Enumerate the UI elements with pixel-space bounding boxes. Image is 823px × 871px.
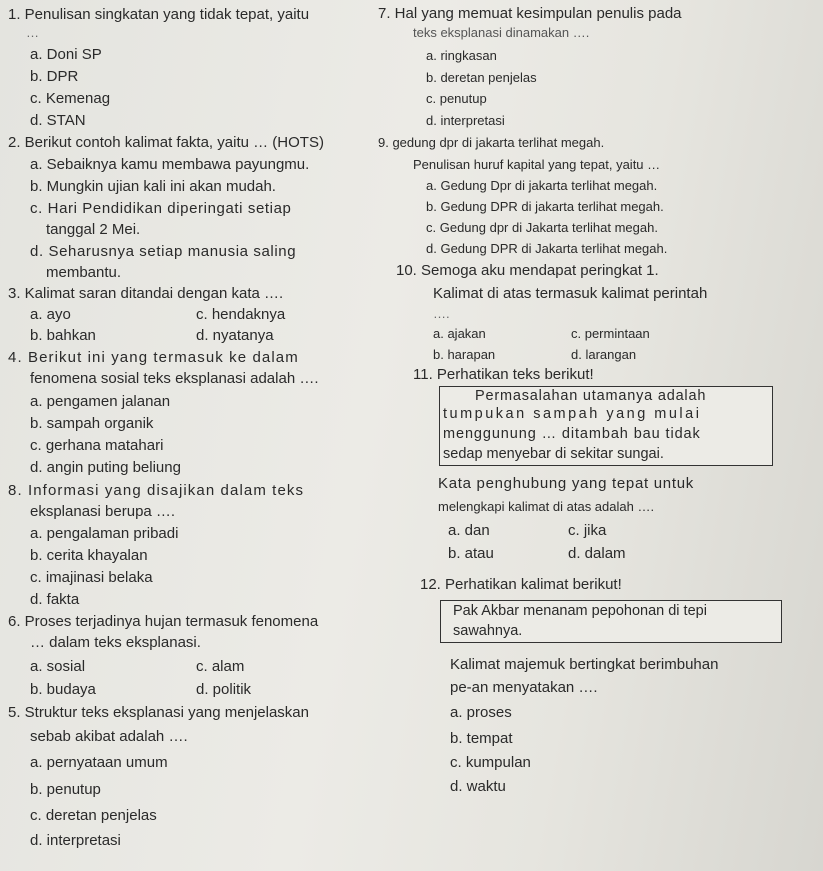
- q8-question: 8. Informasi yang disajikan dalam teks: [8, 482, 305, 499]
- q9-prompt: Penulisan huruf kapital yang tepat, yaitu …: [413, 157, 661, 172]
- q10-option-b: b. harapan: [433, 347, 496, 362]
- q1-option-b: b. DPR: [30, 68, 79, 85]
- q9-question: 9. gedung dpr di jakarta terlihat megah.: [378, 135, 605, 150]
- q7-option-c: c. penutup: [426, 91, 487, 106]
- q2-option-c: c. Hari Pendidikan diperingati setiap: [30, 200, 292, 217]
- q11-option-d: d. dalam: [568, 545, 626, 562]
- q8-option-b: b. cerita khayalan: [30, 547, 148, 564]
- q2-option-b: b. Mungkin ujian kali ini akan mudah.: [30, 178, 276, 195]
- q1-question: 1. Penulisan singkatan yang tidak tepat, yaitu: [8, 6, 310, 23]
- q5-option-a: a. pernyataan umum: [30, 754, 168, 771]
- q6-option-c: c. alam: [196, 658, 245, 675]
- q11-box-line-4: sedap menyebar di sekitar sungai.: [443, 446, 664, 462]
- q2-option-c-cont: tanggal 2 Mei.: [46, 221, 141, 238]
- q10-cont: ….: [433, 306, 450, 321]
- q8-option-d: d. fakta: [30, 591, 80, 608]
- q9-option-a: a. Gedung Dpr di jakarta terlihat megah.: [426, 178, 658, 193]
- q6-option-b: b. budaya: [30, 681, 96, 698]
- q11-text-box: [439, 386, 773, 466]
- q6-option-d: d. politik: [196, 681, 252, 698]
- q3-option-c: c. hendaknya: [196, 306, 286, 323]
- q11-box-line-3: menggunung … ditambah bau tidak: [443, 426, 701, 442]
- q6-option-a: a. sosial: [30, 658, 86, 675]
- q10-option-d: d. larangan: [571, 347, 637, 362]
- q5-question: 5. Struktur teks eksplanasi yang menjelaskan: [8, 704, 309, 721]
- q10-question: 10. Semoga aku mendapat peringkat 1.: [396, 262, 659, 279]
- q5-option-c: c. deretan penjelas: [30, 807, 157, 824]
- q5-option-d: d. interpretasi: [30, 832, 121, 849]
- q11-box-line-2: tumpukan sampah yang mulai: [443, 406, 702, 422]
- q9-option-d: d. Gedung DPR di Jakarta terlihat megah.: [426, 241, 668, 256]
- q6-question: 6. Proses terjadinya hujan termasuk fenomena: [8, 613, 319, 630]
- q12-box-line-1: Pak Akbar menanam pepohonan di tepi: [453, 603, 707, 619]
- q11-box-line-1: Permasalahan utamanya adalah: [475, 388, 707, 404]
- q4-option-c: c. gerhana matahari: [30, 437, 164, 454]
- q3-option-d: d. nyatanya: [196, 327, 274, 344]
- q10-prompt: Kalimat di atas termasuk kalimat perintah: [433, 285, 708, 302]
- q4-option-d: d. angin puting beliung: [30, 459, 181, 476]
- q8-option-a: a. pengalaman pribadi: [30, 525, 179, 542]
- q10-option-a: a. ajakan: [433, 326, 486, 341]
- q4-question-cont: fenomena sosial teks eksplanasi adalah ….: [30, 370, 319, 387]
- q11-question: 11. Perhatikan teks berikut!: [413, 366, 594, 383]
- q7-option-d: d. interpretasi: [426, 113, 505, 128]
- q3-option-b: b. bahkan: [30, 327, 96, 344]
- q12-question: 12. Perhatikan kalimat berikut!: [420, 576, 622, 593]
- q9-option-b: b. Gedung DPR di jakarta terlihat megah.: [426, 199, 664, 214]
- q11-prompt-cont: melengkapi kalimat di atas adalah ….: [438, 499, 655, 514]
- q12-option-c: c. kumpulan: [450, 754, 531, 771]
- q11-option-c: c. jika: [568, 522, 607, 539]
- q10-option-c: c. permintaan: [571, 326, 650, 341]
- q12-option-a: a. proses: [450, 704, 512, 721]
- q2-option-a: a. Sebaiknya kamu membawa payungmu.: [30, 156, 310, 173]
- q11-option-b: b. atau: [448, 545, 494, 562]
- q1-option-c: c. Kemenag: [30, 90, 111, 107]
- q12-box-line-2: sawahnya.: [453, 623, 523, 639]
- q12-text-box: [440, 600, 782, 643]
- q7-question-cont: teks eksplanasi dinamakan ….: [413, 25, 590, 40]
- q5-question-cont: sebab akibat adalah ….: [30, 728, 188, 745]
- q3-option-a: a. ayo: [30, 306, 71, 323]
- q12-prompt: Kalimat majemuk bertingkat berimbuhan: [450, 656, 719, 673]
- q4-option-a: a. pengamen jalanan: [30, 393, 171, 410]
- q7-option-b: b. deretan penjelas: [426, 70, 537, 85]
- q7-option-a: a. ringkasan: [426, 48, 497, 63]
- q4-option-b: b. sampah organik: [30, 415, 154, 432]
- q11-prompt: Kata penghubung yang tepat untuk: [438, 475, 694, 492]
- q6-question-cont: … dalam teks eksplanasi.: [30, 634, 201, 651]
- q4-question: 4. Berikut ini yang termasuk ke dalam: [8, 349, 299, 366]
- q11-option-a: a. dan: [448, 522, 490, 539]
- q5-option-b: b. penutup: [30, 781, 101, 798]
- q8-option-c: c. imajinasi belaka: [30, 569, 153, 586]
- q2-option-d-cont: membantu.: [46, 264, 122, 281]
- q3-question: 3. Kalimat saran ditandai dengan kata ….: [8, 285, 284, 302]
- q12-prompt-cont: pe-an menyatakan ….: [450, 679, 598, 696]
- q8-question-cont: eksplanasi berupa ….: [30, 503, 176, 520]
- q2-question: 2. Berikut contoh kalimat fakta, yaitu … (HOTS): [8, 134, 324, 151]
- q9-option-c: c. Gedung dpr di Jakarta terlihat megah.: [426, 220, 658, 235]
- q12-option-d: d. waktu: [450, 778, 506, 795]
- q1-cont: …: [26, 25, 39, 40]
- q1-option-a: a. Doni SP: [30, 46, 102, 63]
- q2-option-d: d. Seharusnya setiap manusia saling: [30, 243, 297, 260]
- q7-question: 7. Hal yang memuat kesimpulan penulis pada: [378, 5, 682, 22]
- q1-option-d: d. STAN: [30, 112, 86, 129]
- q12-option-b: b. tempat: [450, 730, 513, 747]
